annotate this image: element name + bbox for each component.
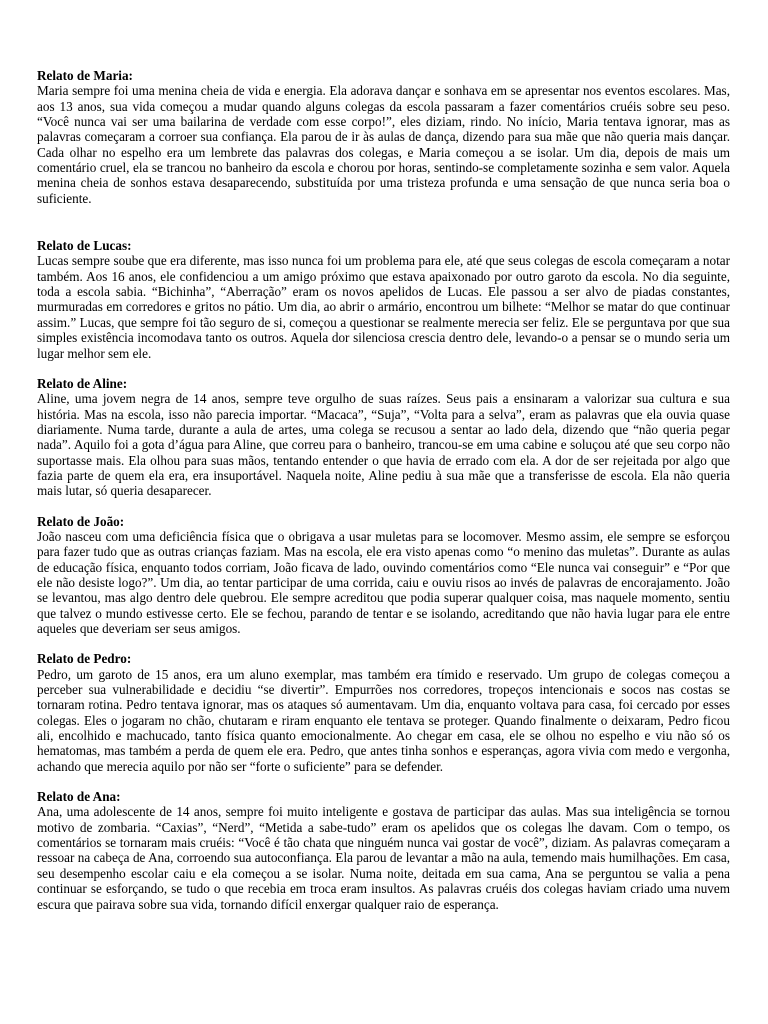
section-spacer: [37, 499, 730, 514]
report-lucas: [37, 238, 730, 361]
report-title: Relato de Maria:: [37, 68, 133, 83]
document-page: [37, 68, 730, 912]
report-body: Maria sempre foi uma menina cheia de vida e energia. Ela adorava dançar e sonhava em se apresentar nos eventos escolares. Mas, aos 13 anos, sua vida começou a mudar quando alguns colegas da escola passaram a fazer comentários cruéis sobre seu peso. “Você nunca vai ser uma bailarina de verdade com esse corpo!”, eles diziam, rindo. No início, Maria tentava ignorar, mas as palavras começaram a corroer sua confiança. Ela parou de ir às aulas de dança, dizendo para sua mãe que não queria mais dançar. Cada olhar no espelho era um lembrete das palavras dos colegas, e Maria começou a se isolar. Um dia, depois de mais um comentário cruel, ela se trancou no banheiro da escola e chorou por horas, sentindo-se completamente sozinha e sem valor. Aquela menina cheia de sonhos estava desaparecendo, substituída por uma tristeza profunda e uma sensação de que nunca seria boa o suficiente.: [37, 83, 730, 206]
report-ana: [37, 789, 730, 912]
report-body: João nasceu com uma deficiência física que o obrigava a usar muletas para se locomover. Mesmo assim, ele sempre se esforçou para fazer tudo que as outras crianças faziam. Mas na escola, ele era visto apenas como “o menino das muletas”. Durante as aulas de educação física, enquanto todos corriam, João ficava de lado, ouvindo comentários como “Ele nunca vai conseguir” e “Por que ele não desiste logo?”. Um dia, ao tentar participar de uma corrida, caiu e ouviu risos ao invés de palavras de encorajamento. João se levantou, mas algo dentro dele quebrou. Ele sempre acreditou que podia superar qualquer coisa, mas naquele momento, sentiu que talvez o mundo estivesse certo. Ele se fechou, parando de tentar e se isolando, acreditando que não havia lugar para ele entre aqueles que deveriam ser seus amigos.: [37, 528, 730, 636]
report-title: Relato de Pedro:: [37, 651, 132, 667]
report-title: Relato de Aline:: [37, 375, 128, 391]
report-maria: [37, 68, 730, 206]
report-title: Relato de Ana:: [37, 789, 121, 805]
section-spacer: [37, 636, 730, 651]
report-joao: [37, 514, 730, 637]
section-spacer: [37, 774, 730, 789]
section-spacer: [37, 206, 730, 238]
report-body: Pedro, um garoto de 15 anos, era um aluno exemplar, mas também era tímido e reservado. Um grupo de colegas começou a perceber sua vulnerabilidade e decidiu “se divertir”. Empurrões nos corredores, tropeços intencionais e socos nas costas se tornaram rotina. Pedro tentava ignorar, mas os ataques só aumentavam. Um dia, enquanto voltava para casa, foi cercado por esses colegas. Eles o jogaram no chão, chutaram e riram enquanto ele tentava se proteger. Quando finalmente o deixaram, Pedro ficou ali, encolhido e machucado, tanto física quanto emocionalmente. Ao chegar em casa, ele se olhou no espelho e viu não só os hematomas, mas também a perda de quem ele era. Pedro, que antes tinha sonhos e esperanças, agora vivia com medo e vergonha, achando que merecia aquilo por não ser “forte o suficiente” para se defender.: [37, 666, 730, 774]
report-title: Relato de João:: [37, 513, 125, 529]
report-body: Ana, uma adolescente de 14 anos, sempre foi muito inteligente e gostava de participar das aulas. Mas sua inteligência se tornou motivo de zombaria. “Caxias”, “Nerd”, “Metida a sabe-tudo” eram os apelidos que os colegas lhe davam. Com o tempo, os comentários se tornaram mais cruéis: “Você é tão chata que ninguém nunca vai gostar de você”, diziam. As palavras começaram a ressoar na cabeça de Ana, corroendo sua autoconfiança. Ela parou de levantar a mão na aula, temendo mais humilhações. Em casa, seu desempenho escolar caiu e ela começou a se isolar. Numa noite, deitada em sua cama, Ana se perguntou se valia a pena continuar se esforçando, se tudo o que recebia em troca eram insultos. As palavras cruéis dos colegas haviam criado uma nuvem escura que pairava sobre sua vida, tornando difícil enxergar qualquer raio de esperança.: [37, 804, 730, 912]
report-pedro: [37, 651, 730, 774]
report-aline: [37, 376, 730, 499]
section-spacer: [37, 361, 730, 376]
report-body: Aline, uma jovem negra de 14 anos, sempre teve orgulho de suas raízes. Seus pais a ensinaram a valorizar sua cultura e sua história. Mas na escola, isso não parecia importar. “Macaca”, “Suja”, “Volta para a selva”, eram as palavras que ela ouvia quase diariamente. Numa tarde, durante a aula de artes, uma colega se recusou a sentar ao lado dela, dizendo que “não queria pegar nada”. Aquilo foi a gota d’água para Aline, que correu para o banheiro, trancou-se em uma cabine e soluçou até que seu corpo não suportasse mais. Ela olhou para suas mãos, tentando entender o que havia de errado com ela. A dor de ser rejeitada por algo que fazia parte de quem ela era, era insuportável. Naquela noite, Aline pediu à sua mãe que a transferisse de escola. Ela não queria mais lutar, só queria desaparecer.: [37, 391, 730, 499]
report-title: Relato de Lucas:: [37, 238, 132, 254]
report-body: Lucas sempre soube que era diferente, mas isso nunca foi um problema para ele, até que seus colegas de escola começaram a notar também. Aos 16 anos, ele confidenciou a um amigo próximo que estava apaixonado por outro garoto da escola. No dia seguinte, toda a escola sabia. “Bichinha”, “Aberração” eram os novos apelidos de Lucas. Ele passou a ser alvo de piadas constantes, murmuradas em corredores e gritos no pátio. Um dia, ao abrir o armário, encontrou um bilhete: “Melhor se matar do que continuar assim.” Lucas, que sempre foi tão seguro de si, começou a questionar se realmente merecia ser feliz. Ele se perguntava por que sua simples existência incomodava tanto os outros. Aquela dor silenciosa crescia dentro dele, levando-o a pensar se o mundo seria um lugar melhor sem ele.: [37, 253, 730, 361]
